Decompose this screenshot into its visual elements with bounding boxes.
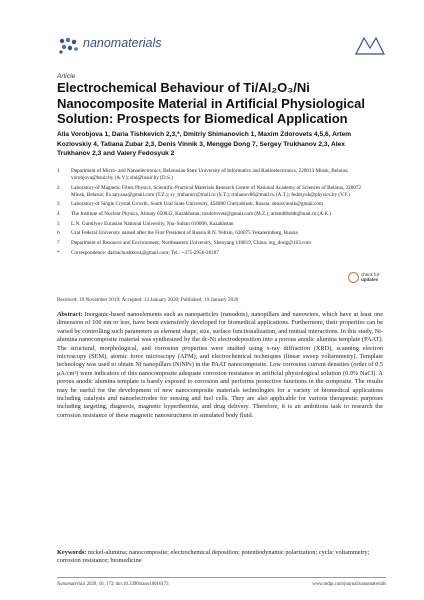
affiliation-item	[57, 201, 367, 208]
keywords	[57, 549, 383, 566]
affiliation-text: Ural Federal University named after the First President of Russia B.N. Yeltsin, 620075 Yekaterinburg, Russia	[71, 230, 298, 237]
abstract	[57, 311, 383, 420]
keywords-label: Keywords:	[57, 549, 87, 556]
affiliation-item	[57, 240, 367, 247]
affiliation-text: The Institute of Nuclear Physics, Almaty 050032, Kazakhstan; mzdorovets@gmail.com (M.Z.); artem88sddt@mail.ru (A.K.)	[71, 210, 332, 217]
article-title: Electrochemical Behaviour of Ti/Al₂O₃/Ni Nanocomposite Material in Artificial Physiological Solution: Prospects for Biomedical Application	[57, 80, 365, 126]
affiliation-item	[57, 250, 367, 257]
affiliation-text: Laboratory of Single Crystal Growth, South Ural State University, 454080 Chelyabinsk, Russia; denisvinnik@gmail.com	[71, 201, 323, 208]
affiliation-number: 5	[57, 220, 60, 227]
affiliation-item	[57, 185, 367, 199]
author-list: Alla Vorobjova 1, Daria Tishkevich 2,3,*, Dmitriy Shimanovich 1, Maxim Zdorovets 4,5,6, Artem Kozlovskiy 4, Tatiana Zubar 2,3, Denis Vinnik 3, Mengge Dong 7, Sergey Trukhanov 2,3, Alex Trukhanov 2,3 and Valery Fedosyuk 2	[57, 131, 352, 158]
affiliation-number: 2	[57, 184, 60, 191]
footer-citation: Nanomaterials 2020, 10, 173; doi:10.3390/nano10010173	[57, 582, 169, 587]
check-updates-label: check for updates	[361, 272, 380, 282]
affiliation-item	[57, 221, 367, 228]
journal-header	[57, 32, 386, 58]
affiliation-item	[57, 211, 367, 218]
check-for-updates-badge[interactable]	[348, 271, 382, 285]
affiliation-item	[57, 230, 367, 237]
affiliation-text: Laboratory of Magnetic Films Physics, Scientific-Practical Materials Research Centre of National Academy of Sciences of Belarus, 220072 Minsk, Belarus; fix.tatyana@gmail.com (T.Z.); sv_truhanov@mail.ru (S.T.); truhanov86@mail.ru (A.T.); fedosyuk@physics.by (V.F.)	[71, 184, 362, 198]
page-footer	[57, 577, 386, 590]
affiliation-number: 4	[57, 210, 60, 217]
affiliation-number: 3	[57, 201, 60, 208]
affiliation-text: Department of Micro- and Nanoelectronics, Belarusian State University of Informatics and Radioelectronics, 220013 Minsk, Belarus; vorobjova@bsuir.by (A.V.); shd@bsuir.by (D.S.)	[71, 168, 349, 181]
abstract-label: Abstract:	[57, 311, 83, 318]
nanomaterials-logo-icon	[57, 36, 79, 54]
footer-journal-url[interactable]: www.mdpi.com/journal/nanomaterials	[312, 582, 386, 587]
keywords-text: nickel-alumina; nanocomposite; electrochemical deposition; potentiodynamic polarization; cyclic voltammetry; corrosion resistance; biomedicine	[57, 549, 370, 565]
affiliation-number: 1	[57, 168, 60, 174]
article-type: Article	[57, 73, 76, 80]
check-updates-icon	[348, 272, 359, 283]
affiliation-item	[57, 168, 367, 182]
affiliation-number: *	[57, 249, 60, 256]
affiliation-number: 7	[57, 240, 60, 247]
affiliation-text: Correspondence: dashachushkova@gmail.com; Tel.: +375-2956-28187	[71, 249, 219, 256]
affiliation-text: Department of Resource and Environment, Northeastern University, Shenyang 110819, China; mg_dong@163.com	[71, 240, 311, 247]
mdpi-logo-icon	[354, 34, 386, 56]
affiliations-list	[57, 168, 367, 259]
journal-name: nanomaterials	[83, 36, 162, 50]
affiliation-text: L.N. Gumilyov Eurasian National University, Nur-Sultan 010008, Kazakhstan	[71, 220, 234, 227]
publication-dates: Received: 19 November 2019; Accepted: 13 January 2020; Published: 19 January 2020	[57, 297, 239, 303]
affiliation-number: 6	[57, 230, 60, 237]
abstract-text: Inorganic-based nanoelements such as nanoparticles (nanodots), nanopillars and nanowires, which have at least one dimension of 100 nm or less, have been extensively developed for biomedical applications. Furthermore, their properties can be varied by controlling such parameters as element shape, size, surface functionalization, and mutual interactions. In this study, Ni-alumina nanocomposite material was synthesized by the dc-Ni electrodeposition into a porous anodic alumina template (PAAT). The structural, morphological, and corrosion properties were studied using x-ray diffraction (XRD), scanning electron microscopy (SEM), atomic force microscopy (AFM), and electrochemical techniques (linear sweep voltammetry). Template technology was used to obtain Ni nanopillars (NiNPs) in the PAAT nanocomposite. Low corrosion current densities (order of 0.5 μA/cm²) were indicators of this nanocomposite adequate corrosion resistance in artificial physiological solution (0.9% NaCl). A porous anodic alumina template is barely exposed to corrosion and performs protective functions in the composite. The results may be useful for the development of new nanocomposite materials technologies for a variety of biomedical applications including catalysis and nanoelectrodes for sensing and fuel cells. They are also applicable for various therapeutic purposes including targeting, diagnosis, magnetic hyperthermia, and drug delivery. Therefore, it is an ambitious task to research the corrosion resistance of these magnetic nanostructures in simulated body fluid.	[57, 311, 384, 419]
